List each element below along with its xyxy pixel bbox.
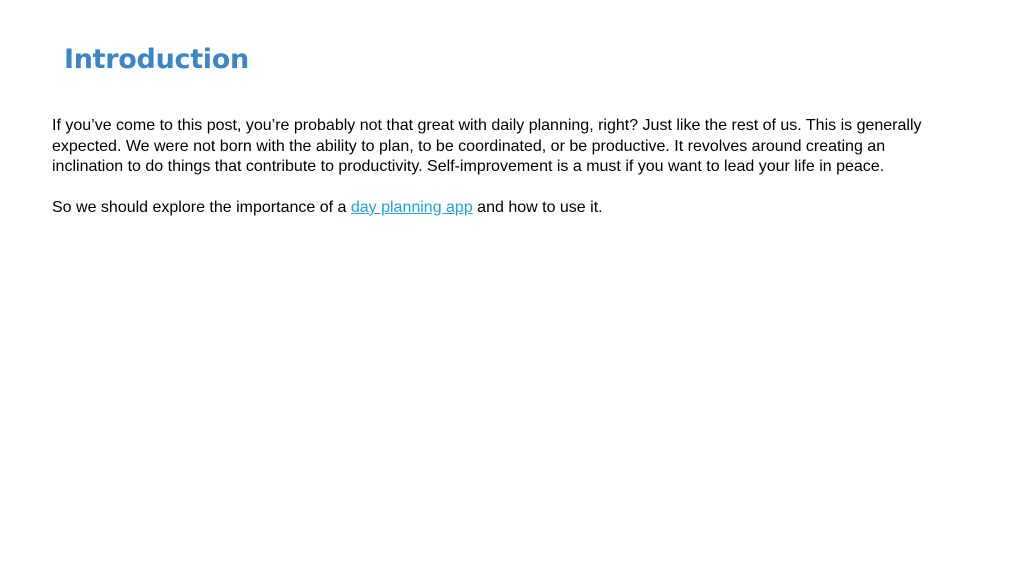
explore-paragraph bbox=[52, 198, 952, 219]
paragraph-text-after-link: and how to use it. bbox=[472, 199, 603, 216]
slide-body bbox=[52, 116, 952, 219]
day-planning-app-link[interactable]: day planning app bbox=[350, 199, 473, 216]
paragraph-text-before-link: So we should explore the importance of a bbox=[52, 199, 351, 216]
intro-paragraph: If you’ve come to this post, you’re probably not that great with daily planning, right? Just like the rest of us. This is generally expected. We were not born with the ability to plan, to be coordinated, or be productive. It revolves around creating an inclination to do things that contribute to productivity. Self-improvement is a must if you want to lead your life in peace. bbox=[52, 117, 922, 175]
slide-title: Introduction bbox=[64, 44, 249, 75]
